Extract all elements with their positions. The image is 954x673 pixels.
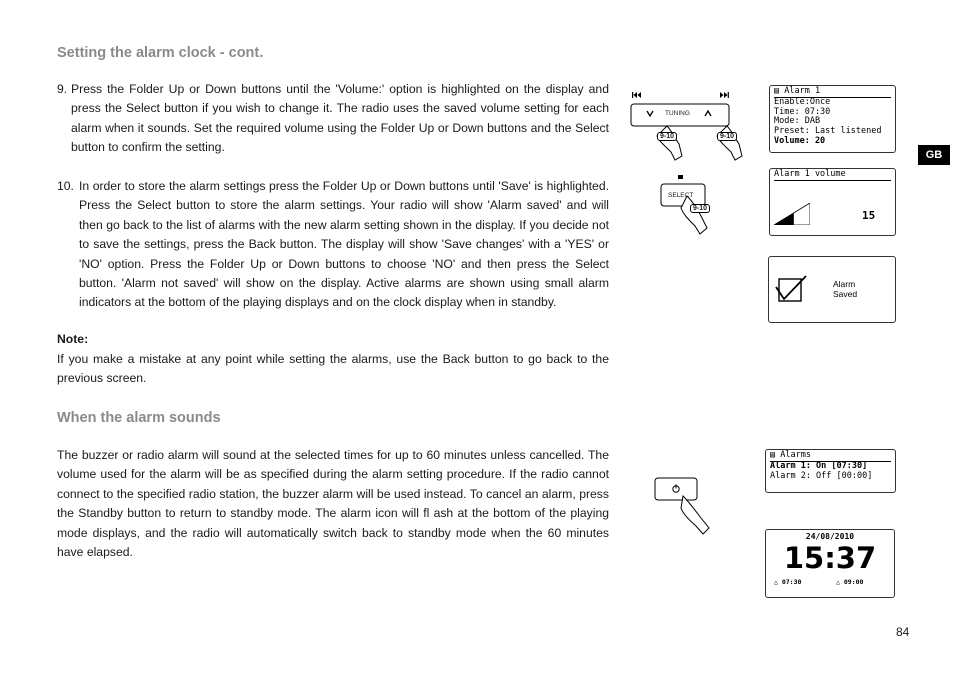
volume-bar-icon [774, 203, 810, 225]
checkmark-icon [775, 275, 807, 303]
enable-row: Enable:Once [774, 96, 831, 107]
list-icon: ▤ [774, 86, 785, 96]
saved-line-2: Saved [833, 289, 858, 299]
volume-value: 15 [862, 209, 876, 222]
mode-row: Mode: DAB [774, 116, 821, 127]
clock-date: 24/08/2010 [805, 532, 855, 541]
step-badge: 9-10 [657, 132, 677, 141]
clock-time: 15:37 [783, 541, 877, 575]
section-heading-setting-alarm: Setting the alarm clock - cont. [57, 45, 264, 61]
screen-title-row: ▤ Alarms [770, 451, 891, 462]
page-number: 84 [896, 625, 910, 639]
step-number: 9. [57, 82, 68, 96]
alarm-1-indicator: △ 07:30 [774, 578, 802, 586]
select-label: SELECT [668, 192, 694, 199]
standby-button-illustration [653, 476, 723, 536]
screen-title-row: ▤ Alarm 1 [774, 87, 891, 98]
step-10 [57, 177, 609, 313]
list-icon: ▤ [770, 450, 781, 460]
alarm-volume-screen [769, 168, 896, 236]
alarm-1-row: Alarm 1: On [07:30] [770, 460, 868, 471]
language-tab: GB [918, 145, 950, 165]
bell-icon: △ [774, 578, 778, 586]
standby-clock-screen [765, 529, 895, 598]
alarm-settings-screen [769, 85, 896, 153]
step-badge: 9-10 [690, 204, 710, 213]
tuning-buttons-illustration [627, 86, 757, 166]
volume-row: Volume: 20 [774, 135, 826, 146]
tuning-label: TUNING [665, 110, 690, 117]
time-row: Time: 07:30 [774, 106, 831, 117]
step-text: In order to store the alarm settings press the Folder Up or Down buttons until 'Save' is highlighted. Press the Select button to store the alarm settings. Your radio will show 'Alarm saved' and will then go back to the list of alarms with the new alarm setting shown in the display. If you decide not to save the settings, press the Back button. The display will show 'Save changes' with a 'YES' or 'NO' option. Press the Folder Up or Down buttons to choose 'NO' and then press the Select button. 'Alarm not saved' will show on the display. Active alarms are shown using small alarm indicators at the bottom of the playing displays and on the clock display when in standby. [79, 179, 609, 310]
note-label: Note: [57, 332, 89, 346]
section-heading-alarm-sounds: When the alarm sounds [57, 410, 221, 426]
saved-line-1: Alarm [833, 279, 856, 289]
alarm-sounds-paragraph: The buzzer or radio alarm will sound at the selected times for up to 60 minutes unless cancelled. The volume used for the alarm will be as specified during the alarm setting procedure. If the radio cannot connect to the specified radio station, the buzzer alarm will be used instead. To cancel an alarm, press the Standby button to return to standby mode. The alarm icon will fl ash at the bottom of the playing mode displays, and the radio will automatically switch back to standby mode when the 60 minutes have elapsed. [57, 448, 609, 560]
note-text: If you make a mistake at any point while setting the alarms, use the Back button to go back to the previous screen. [57, 352, 609, 386]
step-number: 10. [57, 179, 74, 193]
alarm-2-indicator: △ 09:00 [836, 578, 864, 586]
select-button-illustration [655, 172, 730, 242]
screen-title: Alarm 1 volume [774, 170, 891, 181]
alarms-list-screen [765, 449, 896, 493]
standby-press-icon [653, 476, 723, 536]
alarm-2-row: Alarm 2: Off [00:00] [770, 470, 873, 481]
alarm-saved-screen [768, 256, 896, 323]
preset-row: Preset: Last listened [774, 126, 882, 137]
skip-icons [627, 86, 757, 166]
bell-icon: △ [836, 578, 840, 586]
step-text: Press the Folder Up or Down buttons until the 'Volume:' option is highlighted on the display and press the Select button if you wish to change it. The radio uses the saved volume setting for each alarm when it sounds. Set the required volume using the Folder Up or Down buttons and the Select button to confirm the setting. [71, 82, 609, 155]
step-badge: 9-10 [717, 132, 737, 141]
step-9 [57, 80, 609, 158]
